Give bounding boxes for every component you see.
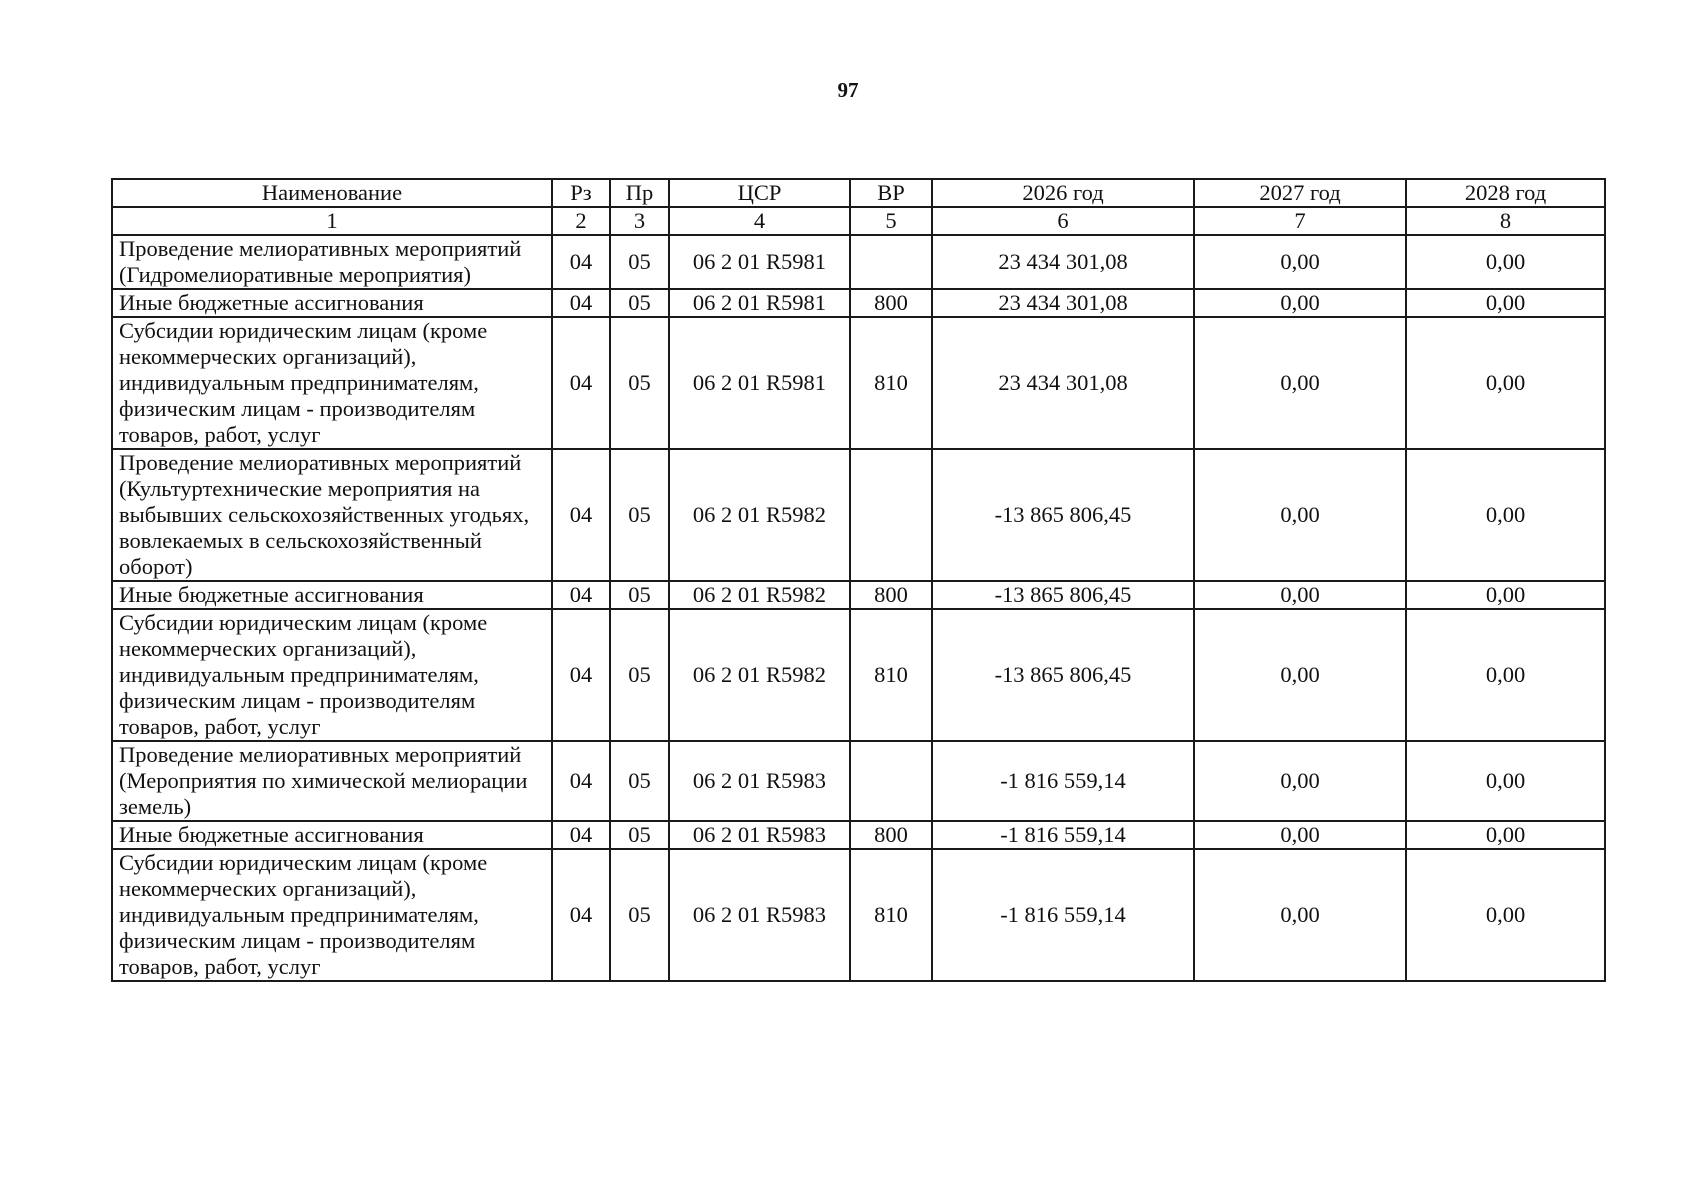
row-rz: 04 (552, 449, 610, 581)
row-csr: 06 2 01 R5982 (669, 609, 850, 741)
header-csr: ЦСР (669, 179, 850, 207)
header-row (112, 179, 1605, 207)
row-vr: 810 (850, 609, 932, 741)
row-vr (850, 449, 932, 581)
row-2026: 23 434 301,08 (932, 289, 1194, 317)
row-2026: -1 816 559,14 (932, 821, 1194, 849)
row-2026: -13 865 806,45 (932, 581, 1194, 609)
row-2028: 0,00 (1406, 581, 1605, 609)
row-name: Проведение мелиоративных мероприятий (Гидромелиоративные мероприятия) (112, 235, 552, 289)
row-rz: 04 (552, 289, 610, 317)
row-2027: 0,00 (1194, 449, 1406, 581)
header-2026: 2026 год (932, 179, 1194, 207)
row-2027: 0,00 (1194, 741, 1406, 821)
column-number: 7 (1194, 207, 1406, 235)
table-row (112, 449, 1605, 581)
row-2026: 23 434 301,08 (932, 235, 1194, 289)
row-2027: 0,00 (1194, 581, 1406, 609)
row-name: Иные бюджетные ассигнования (112, 581, 552, 609)
row-rz: 04 (552, 581, 610, 609)
header-vr: ВР (850, 179, 932, 207)
table-row (112, 317, 1605, 449)
row-name: Субсидии юридическим лицам (кроме некоммерческих организаций), индивидуальным предпринимателям, физическим лицам - производителям товаров, работ, услуг (112, 317, 552, 449)
column-number-row (112, 207, 1605, 235)
row-name: Субсидии юридическим лицам (кроме некоммерческих организаций), индивидуальным предпринимателям, физическим лицам - производителям товаров, работ, услуг (112, 849, 552, 981)
row-pr: 05 (610, 609, 669, 741)
header-2028: 2028 год (1406, 179, 1605, 207)
row-rz: 04 (552, 609, 610, 741)
table-row (112, 581, 1605, 609)
row-name: Иные бюджетные ассигнования (112, 289, 552, 317)
row-2026: -13 865 806,45 (932, 449, 1194, 581)
row-vr (850, 741, 932, 821)
row-2028: 0,00 (1406, 289, 1605, 317)
row-pr: 05 (610, 741, 669, 821)
row-pr: 05 (610, 821, 669, 849)
row-name: Проведение мелиоративных мероприятий (Мероприятия по химической мелиорации земель) (112, 741, 552, 821)
row-2028: 0,00 (1406, 849, 1605, 981)
row-rz: 04 (552, 849, 610, 981)
row-csr: 06 2 01 R5982 (669, 449, 850, 581)
row-vr: 810 (850, 849, 932, 981)
row-csr: 06 2 01 R5982 (669, 581, 850, 609)
row-2027: 0,00 (1194, 235, 1406, 289)
row-name: Иные бюджетные ассигнования (112, 821, 552, 849)
row-pr: 05 (610, 317, 669, 449)
table-row (112, 235, 1605, 289)
row-pr: 05 (610, 235, 669, 289)
row-vr: 800 (850, 821, 932, 849)
header-pr: Пр (610, 179, 669, 207)
column-number: 2 (552, 207, 610, 235)
row-2028: 0,00 (1406, 235, 1605, 289)
row-rz: 04 (552, 821, 610, 849)
row-2028: 0,00 (1406, 741, 1605, 821)
row-rz: 04 (552, 317, 610, 449)
row-csr: 06 2 01 R5981 (669, 289, 850, 317)
row-2026: -13 865 806,45 (932, 609, 1194, 741)
page-number: 97 (837, 78, 859, 102)
row-vr: 810 (850, 317, 932, 449)
header-2027: 2027 год (1194, 179, 1406, 207)
header-name: Наименование (112, 179, 552, 207)
row-vr (850, 235, 932, 289)
table-row (112, 289, 1605, 317)
row-2028: 0,00 (1406, 821, 1605, 849)
row-pr: 05 (610, 449, 669, 581)
column-number: 1 (112, 207, 552, 235)
row-rz: 04 (552, 235, 610, 289)
column-number: 5 (850, 207, 932, 235)
row-2027: 0,00 (1194, 289, 1406, 317)
row-2026: -1 816 559,14 (932, 741, 1194, 821)
table-row (112, 609, 1605, 741)
table-row (112, 821, 1605, 849)
row-2027: 0,00 (1194, 821, 1406, 849)
row-name: Проведение мелиоративных мероприятий (Культуртехнические мероприятия на выбывших сельскохозяйственных угодьях, вовлекаемых в сельскохозяйственный оборот) (112, 449, 552, 581)
row-pr: 05 (610, 289, 669, 317)
row-vr: 800 (850, 289, 932, 317)
row-2026: 23 434 301,08 (932, 317, 1194, 449)
budget-table (111, 178, 1606, 982)
row-2028: 0,00 (1406, 317, 1605, 449)
row-2028: 0,00 (1406, 449, 1605, 581)
row-csr: 06 2 01 R5983 (669, 821, 850, 849)
row-csr: 06 2 01 R5981 (669, 317, 850, 449)
row-name: Субсидии юридическим лицам (кроме некоммерческих организаций), индивидуальным предпринимателям, физическим лицам - производителям товаров, работ, услуг (112, 609, 552, 741)
row-csr: 06 2 01 R5983 (669, 849, 850, 981)
row-rz: 04 (552, 741, 610, 821)
row-pr: 05 (610, 849, 669, 981)
row-csr: 06 2 01 R5983 (669, 741, 850, 821)
row-pr: 05 (610, 581, 669, 609)
column-number: 8 (1406, 207, 1605, 235)
column-number: 6 (932, 207, 1194, 235)
row-2028: 0,00 (1406, 609, 1605, 741)
row-vr: 800 (850, 581, 932, 609)
row-2027: 0,00 (1194, 849, 1406, 981)
table-row (112, 741, 1605, 821)
column-number: 3 (610, 207, 669, 235)
row-2027: 0,00 (1194, 609, 1406, 741)
table-row (112, 849, 1605, 981)
row-2026: -1 816 559,14 (932, 849, 1194, 981)
row-csr: 06 2 01 R5981 (669, 235, 850, 289)
column-number: 4 (669, 207, 850, 235)
row-2027: 0,00 (1194, 317, 1406, 449)
header-rz: Рз (552, 179, 610, 207)
